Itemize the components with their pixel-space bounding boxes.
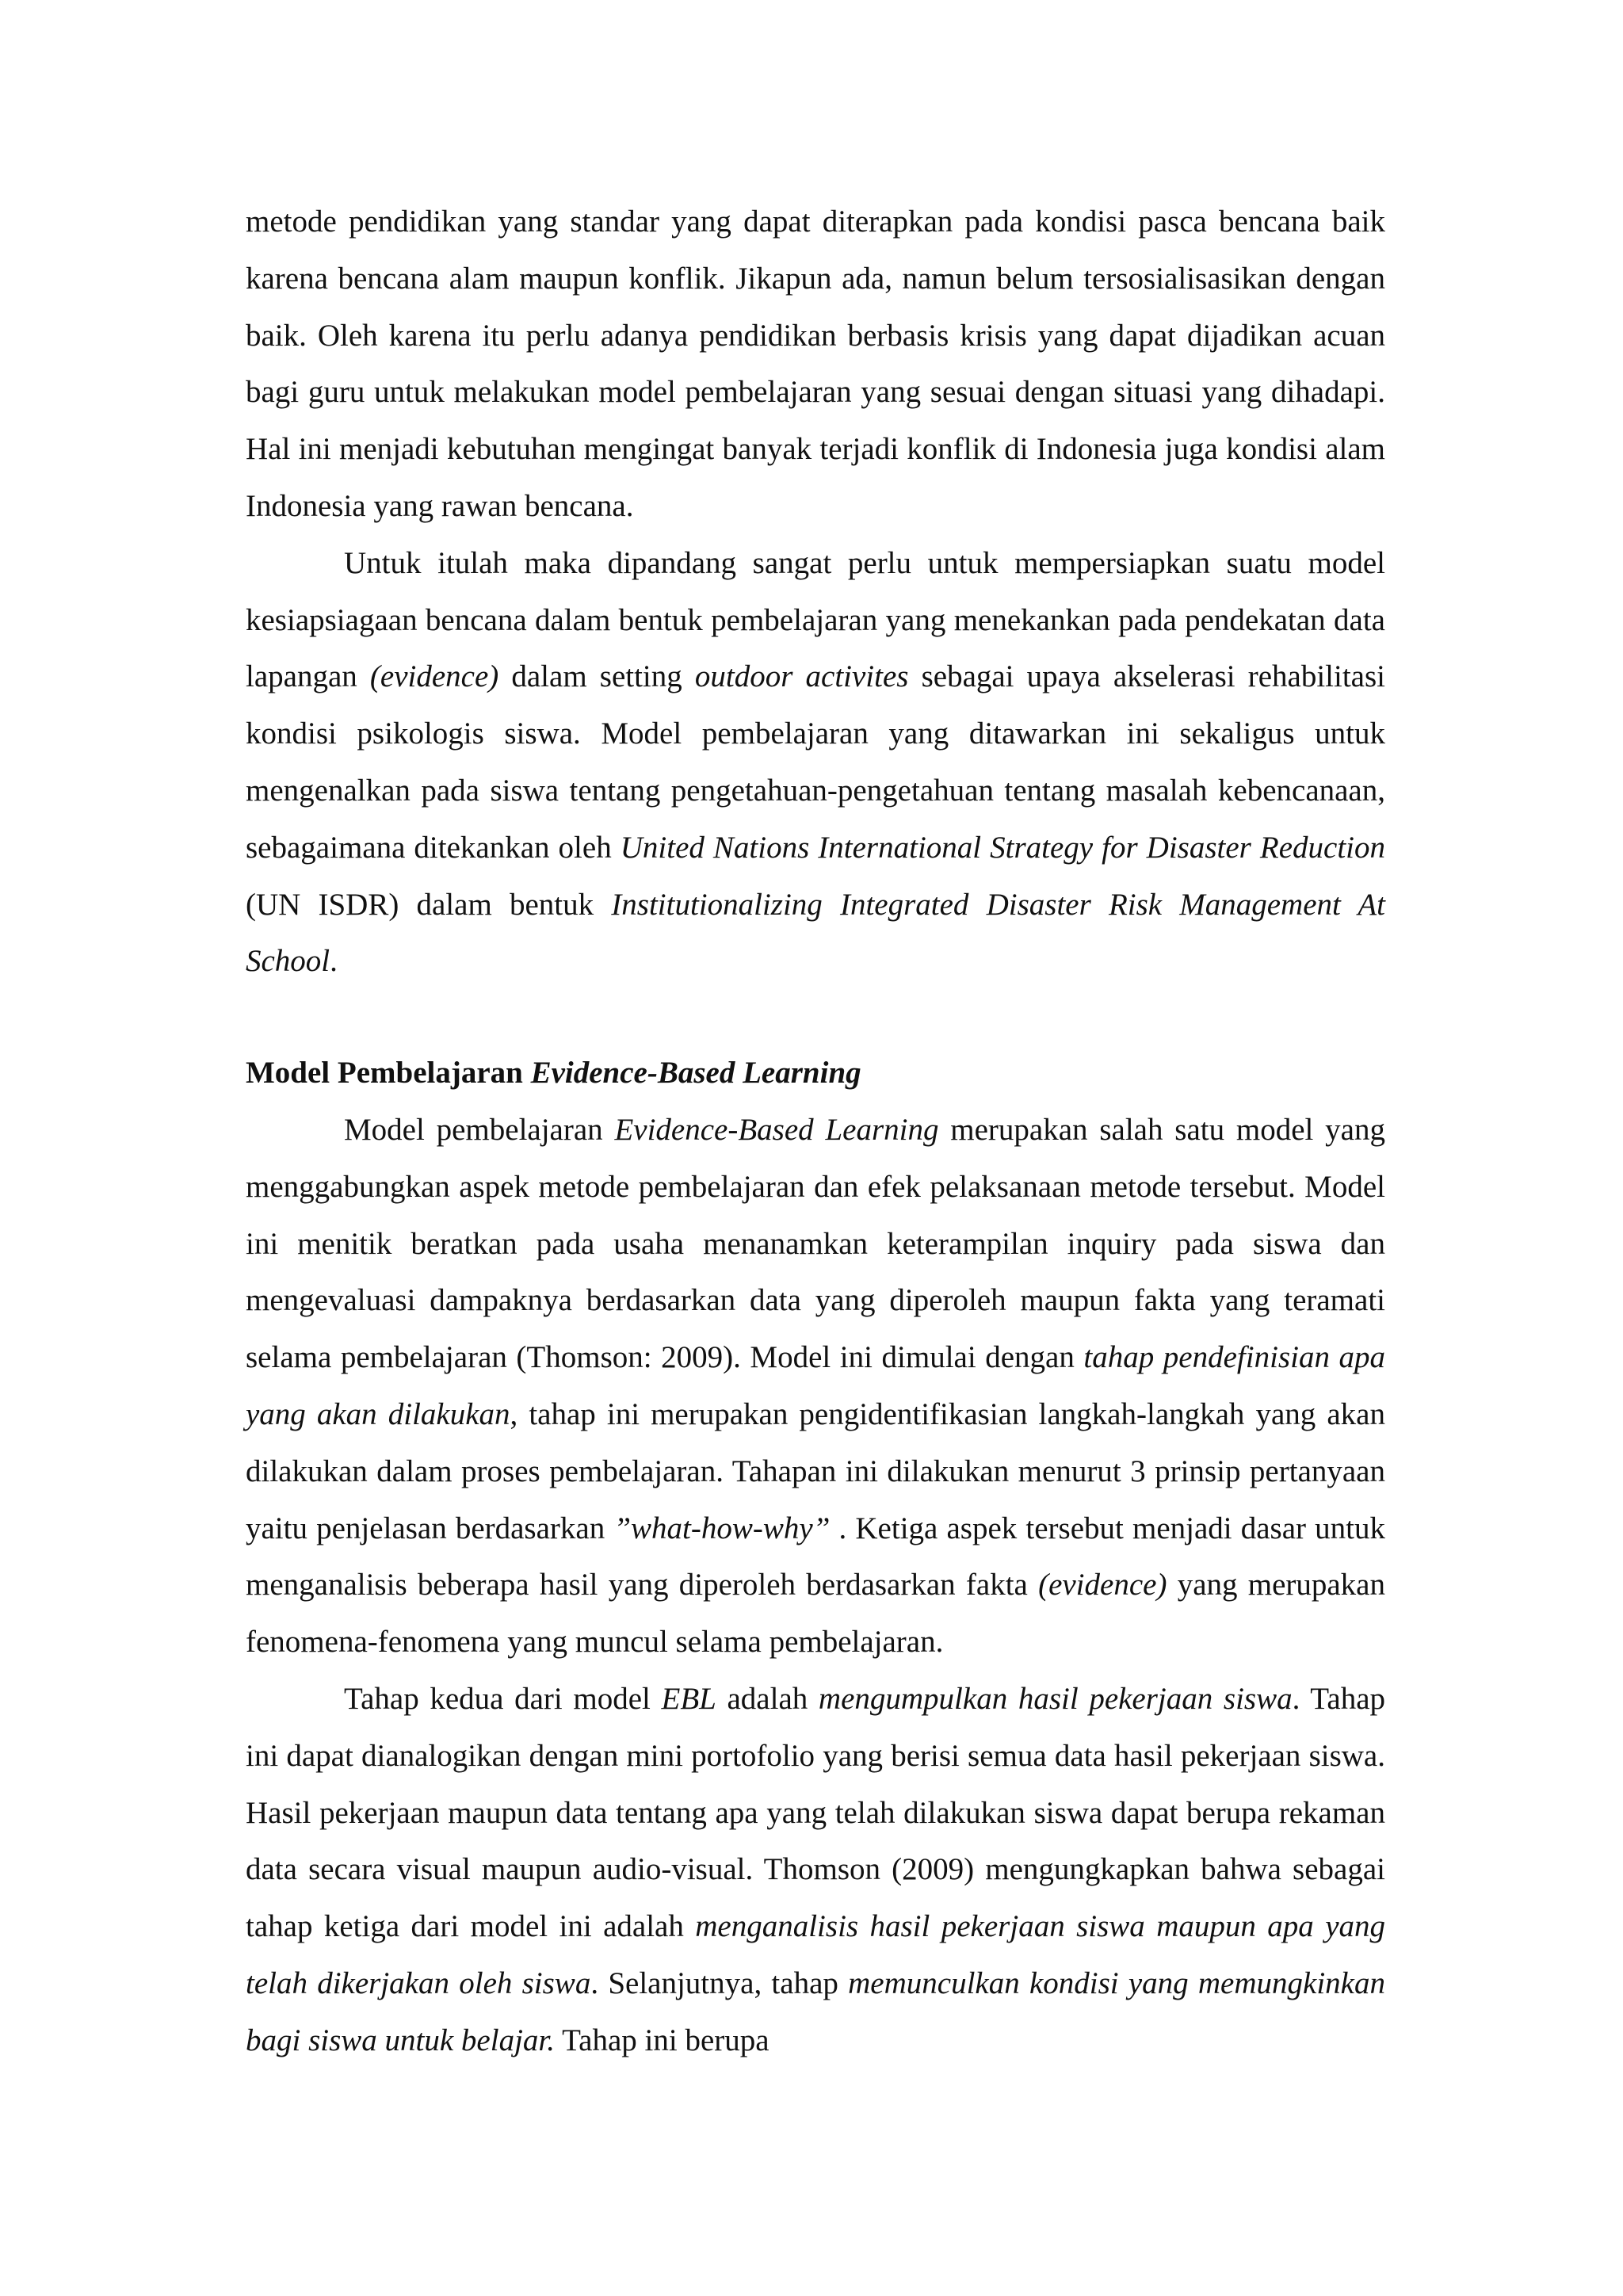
paragraph-ebl-stages (246, 1671, 1385, 2069)
italic-run: ”what-how-why” (613, 1511, 831, 1545)
text-run: metode pendidikan yang standar yang dapat diterapkan pada kondisi pasca bencana baik karena bencana alam maupun konflik. Jikapun ada, namun belum tersosialisasikan dengan baik. Oleh karena itu perlu adanya pendidikan berbasis krisis yang dapat dijadikan acuan bagi guru untuk melakukan model pembelajaran yang sesuai dengan situasi yang dihadapi. Hal ini menjadi kebutuhan mengingat banyak terjadi konflik di Indonesia juga kondisi alam Indonesia yang rawan bencana. (246, 204, 1385, 523)
italic-run: tahap pendefinisian apa yang akan dilakukan (246, 1340, 1386, 1431)
italic-run: (evidence) (1038, 1568, 1167, 1603)
text-run: dalam setting (498, 659, 695, 694)
italic-run: menganalisis hasil pekerjaan siswa maupun apa yang telah dikerjakan oleh siswa (246, 1909, 1385, 2000)
section-heading (246, 1045, 1385, 1102)
italic-run: United Nations International Strategy for Disaster Reduction (620, 830, 1385, 865)
section-spacer (246, 990, 1385, 1045)
text-run: . (330, 944, 338, 979)
italic-run: Evidence-Based Learning (614, 1112, 939, 1147)
document-body (246, 193, 1385, 2069)
italic-run: EBL (661, 1681, 716, 1716)
italic-run: Institutionalizing Integrated Disaster Risk Management At School (246, 887, 1385, 979)
text-run: yang merupakan fenomena-fenomena yang muncul selama pembelajaran. (246, 1568, 1385, 1660)
text-run: . Tahap ini dapat dianalogikan dengan mini portofolio yang berisi semua data hasil pekerjaan siswa. Hasil pekerjaan maupun data tentang apa yang telah dilakukan siswa dapat berupa rekaman data secara visual maupun audio-visual. Thomson (2009) mengungkapkan bahwa sebagai tahap ketiga dari model ini adalah (246, 1681, 1386, 1944)
italic-run: outdoor activites (694, 659, 909, 694)
text-run: sebagai upaya akselerasi rehabilitasi kondisi psikologis siswa. Model pembelajaran yang ditawarkan ini sekaligus untuk mengenalkan pada siswa tentang pengetahuan-pengetahuan tentang masalah kebencanaan, sebagaimana ditekankan oleh (246, 659, 1386, 865)
italic-run: memunculkan kondisi yang memungkinkan bagi siswa untuk belajar. (246, 1966, 1385, 2057)
heading-text: Model Pembelajaran (246, 1056, 531, 1091)
paragraph-intro (246, 193, 1385, 535)
paragraph-ebl-definition (246, 1102, 1385, 1671)
text-run: . Selanjutnya, tahap (590, 1966, 849, 2000)
text-run: adalah (716, 1681, 819, 1716)
paragraph-model-preparation (246, 535, 1385, 990)
italic-run: (evidence) (369, 659, 499, 694)
italic-run: mengumpulkan hasil pekerjaan siswa (818, 1681, 1293, 1716)
heading-italic: Evidence-Based Learning (530, 1056, 861, 1091)
text-run: . Ketiga aspek tersebut menjadi dasar untuk menganalisis beberapa hasil yang diperoleh berdasarkan fakta (246, 1511, 1385, 1603)
text-run: Model pembelajaran (344, 1112, 615, 1147)
text-run: (UN ISDR) dalam bentuk (246, 887, 612, 922)
text-run: Tahap kedua dari model (344, 1681, 662, 1716)
text-run: , tahap ini merupakan pengidentifikasian langkah-langkah yang akan dilakukan dalam proses pembelajaran. Tahapan ini dilakukan menurut 3 prinsip pertanyaan yaitu penjelasan berdasarkan (246, 1396, 1385, 1545)
text-run: Untuk itulah maka dipandang sangat perlu untuk mempersiapkan suatu model kesiapsiagaan bencana dalam bentuk pembelajaran yang menekankan pada pendekatan data lapangan (246, 545, 1385, 694)
text-run: merupakan salah satu model yang menggabungkan aspek metode pembelajaran dan efek pelaksanaan metode tersebut. Model ini menitik beratkan pada usaha menanamkan keterampilan inquiry pada siswa dan mengevaluasi dampaknya berdasarkan data yang diperoleh maupun fakta yang teramati selama pembelajaran (Thomson: 2009). Model ini dimulai dengan (246, 1112, 1385, 1375)
text-run: Tahap ini berupa (555, 2023, 769, 2057)
